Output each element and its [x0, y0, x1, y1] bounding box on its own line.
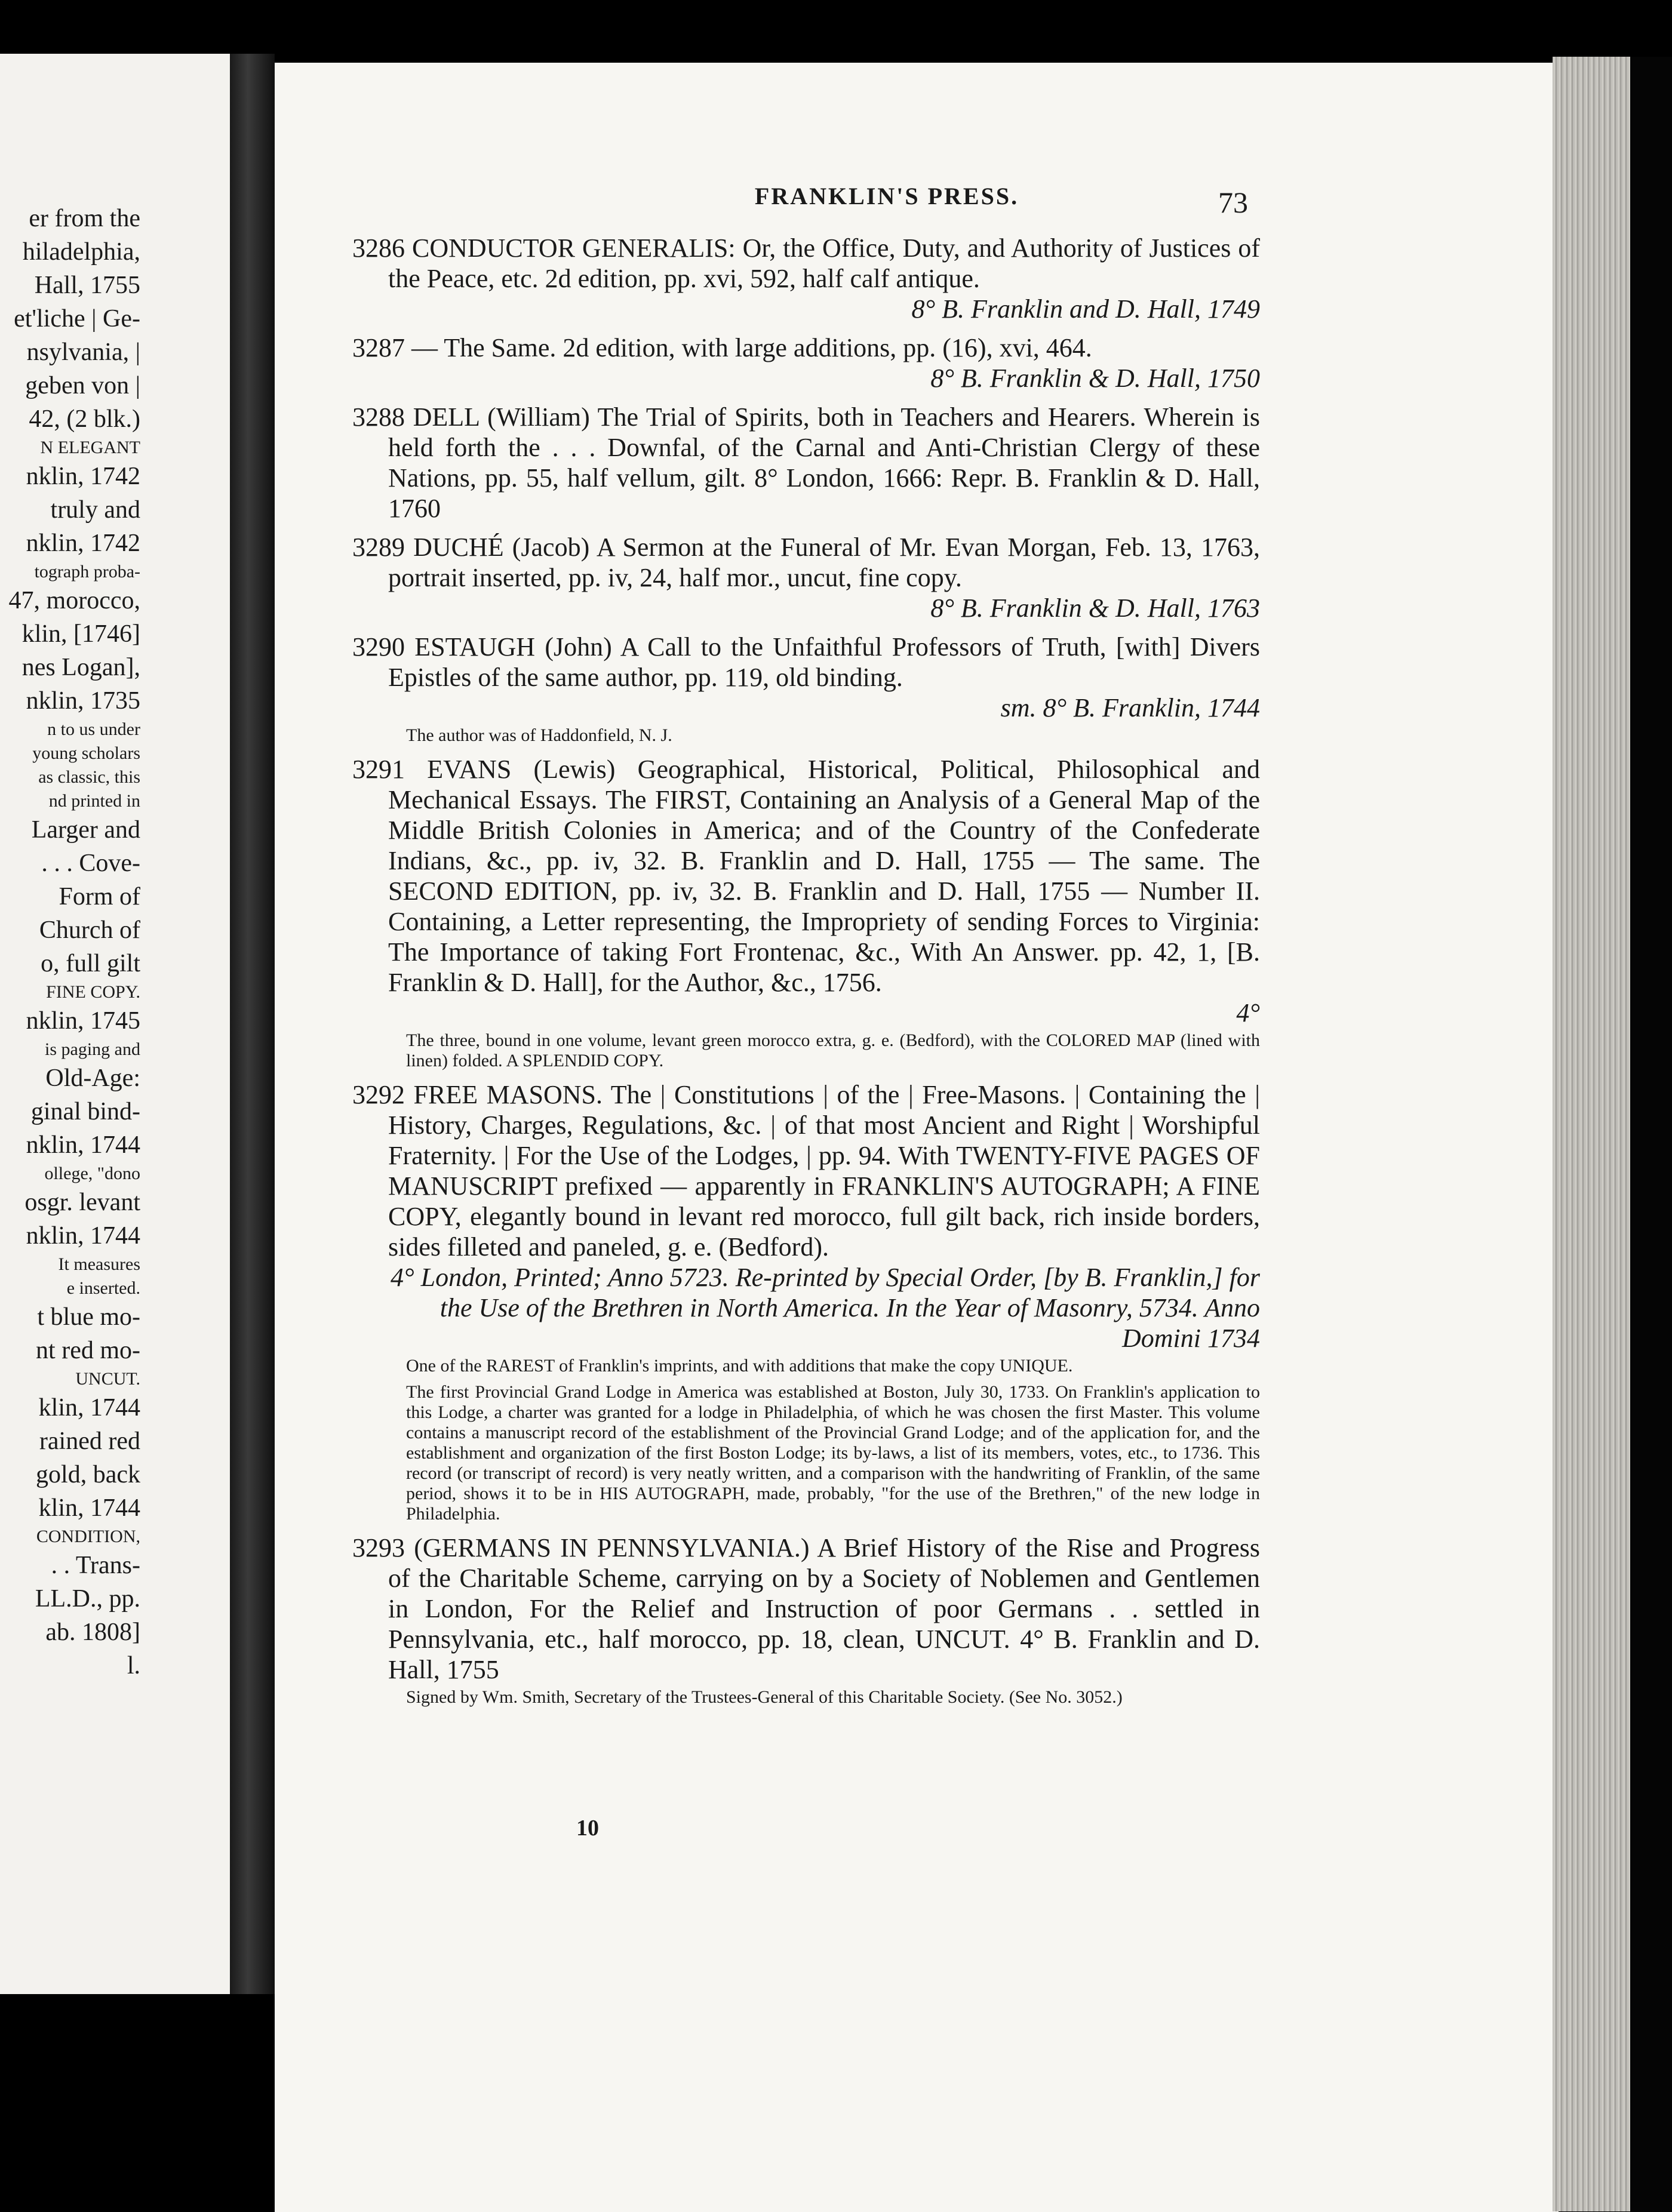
left-page-line: nklin, 1735 [26, 687, 140, 715]
entry-description [352, 1533, 1260, 1685]
catalog-entries [352, 233, 1260, 1716]
left-page-line: as classic, this [38, 767, 140, 787]
left-page-line: FINE COPY. [46, 982, 140, 1002]
entry-text: FREE MASONS. The | Constitutions | of the | Free-Masons. | Containing the | History, Charges, Regulations, &c. | of that most Ancient and Right | Worshipful Fraternity. | For the Use of the Lodges, | pp. 94. With TWENTY-FIVE PAGES OF MANUSCRIPT prefixed — apparently in FRANKLIN'S AUTOGRAPH; A FINE COPY, elegantly bound in levant red morocco, full gilt back, rich inside borders, sides filleted and paneled, g. e. (Bedford). [388, 1080, 1260, 1262]
left-page-line: It measures [58, 1254, 140, 1274]
left-page-line: is paging and [45, 1039, 140, 1059]
left-page-line: nklin, 1745 [26, 1007, 140, 1035]
entry-text: (GERMANS IN PENNSYLVANIA.) A Brief History of the Rise and Progress of the Charitable Scheme, carrying on by a Society of Noblemen and Gentlemen in London, For the Relief and Instruction of poor Germans . . settled in Pennsylvania, etc., half morocco, pp. 18, clean, UNCUT. 4° B. Franklin and D. Hall, 1755 [388, 1533, 1260, 1684]
catalog-entry [352, 233, 1260, 324]
left-page [0, 54, 230, 1994]
entry-imprint: sm. 8° B. Franklin, 1744 [1000, 693, 1260, 722]
left-page-line: CONDITION, [36, 1527, 140, 1546]
entry-description [352, 754, 1260, 998]
page-edge-shadow [1630, 57, 1672, 2211]
entry-note: Signed by Wm. Smith, Secretary of the Trustees-General of this Charitable Society. (See No. 3052.) [406, 1687, 1123, 1707]
entry-number: 3293 [352, 1533, 405, 1562]
left-page-line: Hall, 1755 [34, 272, 140, 299]
entry-description [352, 333, 1260, 363]
entry-description [352, 1079, 1260, 1262]
left-page-line: nklin, 1744 [26, 1222, 140, 1250]
left-page-line: osgr. levant [24, 1189, 140, 1216]
page-number: 73 [1218, 186, 1248, 219]
entry-imprint: 4° London, Printed; Anno 5723. Re-printed by Special Order, [by B. Franklin,] for the Use of the Brethren in North America. In the Year of Masonry, 5734. Anno Domini 1734 [391, 1263, 1260, 1353]
catalog-entry [352, 1079, 1260, 1524]
left-page-line: klin, 1744 [38, 1494, 140, 1522]
entry-text: ESTAUGH (John) A Call to the Unfaithful Professors of Truth, [with] Divers Epistles of the same author, pp. 119, old binding. [388, 632, 1261, 692]
left-page-line: er from the [29, 205, 140, 232]
entry-text: DELL (William) The Trial of Spirits, both in Teachers and Hearers. Wherein is held forth the . . . Downfal, of the Carnal and Anti-Christian Clergy of these Nations, pp. 55, half vellum, gilt. 8° London, 1666: Repr. B. Franklin & D. Hall, 1760 [388, 402, 1260, 523]
left-page-line: gold, back [36, 1461, 140, 1488]
left-page-line: 47, morocco, [8, 587, 140, 614]
catalog-entry [352, 402, 1260, 524]
catalog-entry [352, 754, 1260, 1071]
left-page-line: ollege, "dono [44, 1164, 140, 1183]
left-page-line: Church of [39, 916, 140, 944]
book-gutter [230, 54, 275, 1994]
catalog-entry [352, 632, 1260, 746]
left-page-line: LL.D., pp. [35, 1585, 140, 1613]
left-page-line: N ELEGANT [40, 438, 140, 457]
entry-text: EVANS (Lewis) Geographical, Historical, Political, Philosophical and Mechanical Essays. The FIRST, Containing an Analysis of a General Map of the Middle British Colonies in America; and of the Country of the Confederate Indians, &c., pp. iv, 32. B. Franklin and D. Hall, 1755 — The same. The SECOND EDITION, pp. iv, 32. B. Franklin and D. Hall, 1755 — Number II. Containing, a Letter representing, the Impropriety of sending Forces to Virginia: The Importance of taking Fort Frontenac, &c., With An Answer. pp. 42, 1, [B. Franklin & D. Hall], for the Author, &c., 1756. [388, 755, 1260, 997]
entry-number: 3289 [352, 533, 405, 562]
left-page-line: 42, (2 blk.) [29, 405, 140, 433]
left-page-line: tograph proba- [34, 562, 140, 582]
entry-text: DUCHÉ (Jacob) A Sermon at the Funeral of Mr. Evan Morgan, Feb. 13, 1763, portrait inserted, pp. iv, 24, half mor., uncut, fine copy. [388, 533, 1261, 592]
left-page-line: n to us under [47, 719, 140, 739]
left-page-line: Form of [59, 883, 140, 910]
left-page-line: UNCUT. [75, 1369, 140, 1389]
signature-mark: 10 [576, 1816, 599, 1841]
entry-number: 3287 [352, 333, 405, 362]
left-page-line: nd printed in [48, 791, 140, 811]
left-page-line: nklin, 1742 [26, 530, 140, 557]
entry-number: 3286 [352, 233, 405, 263]
entry-imprint: 8° B. Franklin & D. Hall, 1750 [930, 364, 1260, 393]
left-page-line: nes Logan], [21, 654, 140, 681]
entry-note: The first Provincial Grand Lodge in America was established at Boston, July 30, 1733. On Franklin's application to this Lodge, a charter was granted for a lodge in Philadelphia, of which he was chosen the first Master. This volume contains a manuscript record of the establishment of the Provincial Grand Lodge; and of the application for, and the establishment and organization of the first Boston Lodge; its by-laws, a list of its members, votes, etc., to 1736. This record (or transcript of record) is very neatly written, and a comparison with the handwriting of Franklin, of the same period, shows it to be in HIS AUTOGRAPH, made, probably, "for the use of the Brethren," of the new lodge in Philadelphia. [406, 1382, 1260, 1524]
running-title: FRANKLIN'S PRESS. [754, 183, 1019, 210]
catalog-entry [352, 532, 1260, 623]
left-page-line: truly and [50, 496, 140, 524]
entry-text: — The Same. 2d edition, with large additions, pp. (16), xvi, 464. [411, 333, 1092, 362]
left-page-line: ginal bind- [30, 1098, 140, 1125]
left-page-line: nklin, 1742 [26, 463, 140, 490]
left-page-line: klin, [1746] [21, 620, 140, 648]
entry-note: The author was of Haddonfield, N. J. [406, 725, 672, 745]
left-page-line: l. [127, 1652, 140, 1679]
left-page-line: young scholars [32, 743, 140, 763]
left-page-line: o, full gilt [41, 950, 140, 977]
catalog-entry [352, 1533, 1260, 1708]
entry-number: 3292 [352, 1080, 405, 1109]
entry-imprint: 4° [1236, 998, 1260, 1027]
entry-imprint: 8° B. Franklin & D. Hall, 1763 [930, 593, 1260, 623]
left-page-line: t blue mo- [37, 1303, 140, 1331]
left-page-line: Old-Age: [45, 1065, 140, 1092]
entry-note: One of the RAREST of Franklin's imprints, and with additions that make the copy UNIQUE. [406, 1356, 1073, 1376]
left-page-line: nsylvania, | [26, 339, 140, 366]
left-page-line: e inserted. [66, 1278, 140, 1298]
left-page-line: ab. 1808] [45, 1619, 140, 1646]
entry-imprint: 8° B. Franklin and D. Hall, 1749 [911, 294, 1260, 324]
entry-number: 3291 [352, 755, 405, 784]
left-page-line: hiladelphia, [22, 238, 140, 266]
entry-description [352, 632, 1260, 693]
left-page-line: et'liche | Ge- [14, 305, 140, 333]
page-edges [1553, 57, 1630, 2211]
left-page-line: geben von | [25, 372, 140, 399]
entry-text: CONDUCTOR GENERALIS: Or, the Office, Duty, and Authority of Justices of the Peace, etc. 2d edition, pp. xvi, 592, half calf antique. [388, 233, 1260, 293]
left-page-line: nklin, 1744 [26, 1131, 140, 1159]
left-page-line: Larger and [31, 816, 140, 844]
left-page-line: . . Trans- [51, 1552, 140, 1579]
entry-description [352, 532, 1260, 593]
entry-description [352, 402, 1260, 524]
entry-description [352, 233, 1260, 294]
left-page-line: rained red [39, 1428, 140, 1455]
entry-number: 3290 [352, 632, 405, 662]
left-page-line: klin, 1744 [38, 1394, 140, 1422]
entry-number: 3288 [352, 402, 405, 432]
entry-note: The three, bound in one volume, levant green morocco extra, g. e. (Bedford), with the COLORED MAP (lined with linen) folded. A SPLENDID COPY. [406, 1030, 1260, 1070]
left-page-line: . . . Cove- [41, 850, 140, 877]
catalog-entry [352, 333, 1260, 393]
left-page-line: nt red mo- [36, 1337, 140, 1364]
